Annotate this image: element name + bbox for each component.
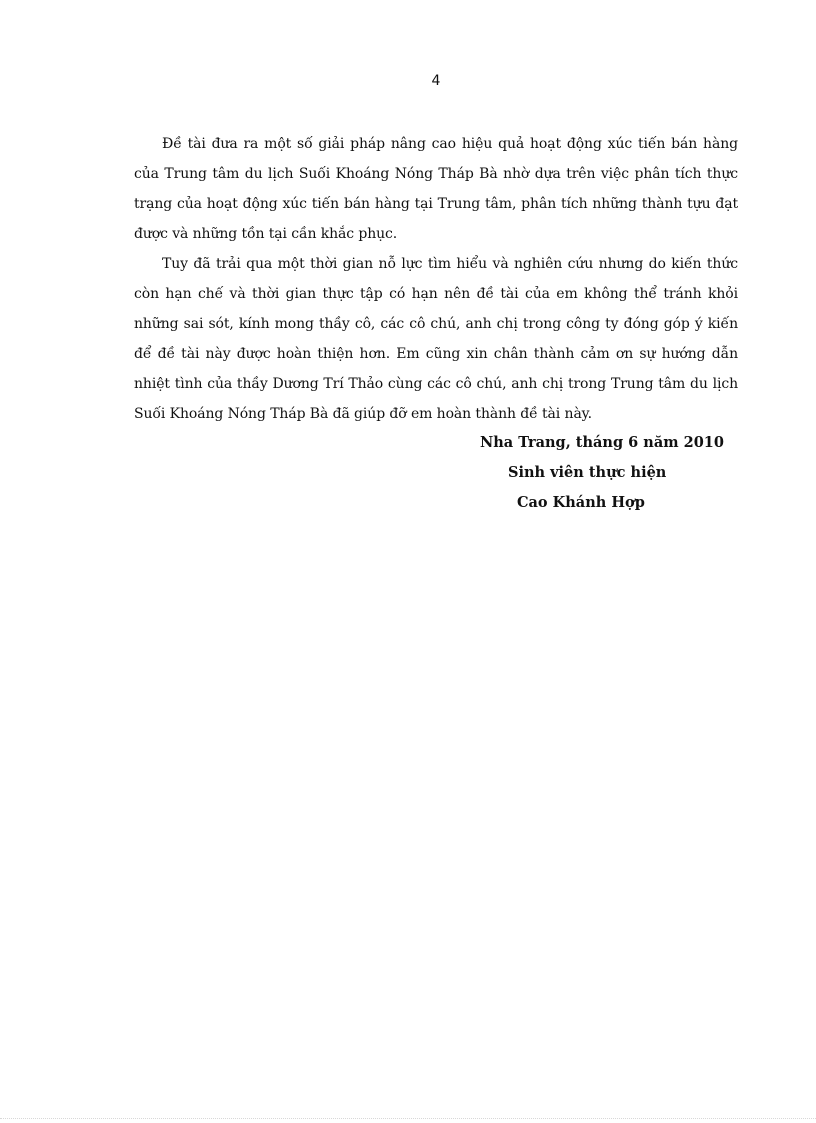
signature-place-date: Nha Trang, tháng 6 năm 2010 bbox=[480, 434, 724, 451]
body-text bbox=[134, 129, 738, 429]
paragraph-2: Tuy đã trải qua một thời gian nỗ lực tìm hiểu và nghiên cứu nhưng do kiến thức còn hạn chế và thời gian thực tập có hạn nên đề tài của em không thể tránh khỏi những sai sót, kính mong thầy cô, các cô chú, anh chị trong công ty đóng góp ý kiến để đề tài này được hoàn thiện hơn. Em cũng xin chân thành cảm ơn sự hướng dẫn nhiệt tình của thầy Dương Trí Thảo cùng các cô chú, anh chị trong Trung tâm du lịch Suối Khoáng Nóng Tháp Bà đã giúp đỡ em hoàn thành đề tài này. bbox=[134, 256, 738, 422]
signature-name: Cao Khánh Hợp bbox=[517, 494, 645, 511]
page-number: 4 bbox=[431, 73, 441, 89]
signature-role: Sinh viên thực hiện bbox=[508, 464, 667, 481]
signature-block bbox=[480, 428, 724, 518]
page-bottom-border bbox=[0, 1118, 816, 1119]
paragraph-1: Đề tài đưa ra một số giải pháp nâng cao hiệu quả hoạt động xúc tiến bán hàng của Trung tâm du lịch Suối Khoáng Nóng Tháp Bà nhờ dựa trên việc phân tích thực trạng của hoạt động xúc tiến bán hàng tại Trung tâm, phân tích những thành tựu đạt được và những tồn tại cần khắc phục. bbox=[134, 136, 738, 242]
